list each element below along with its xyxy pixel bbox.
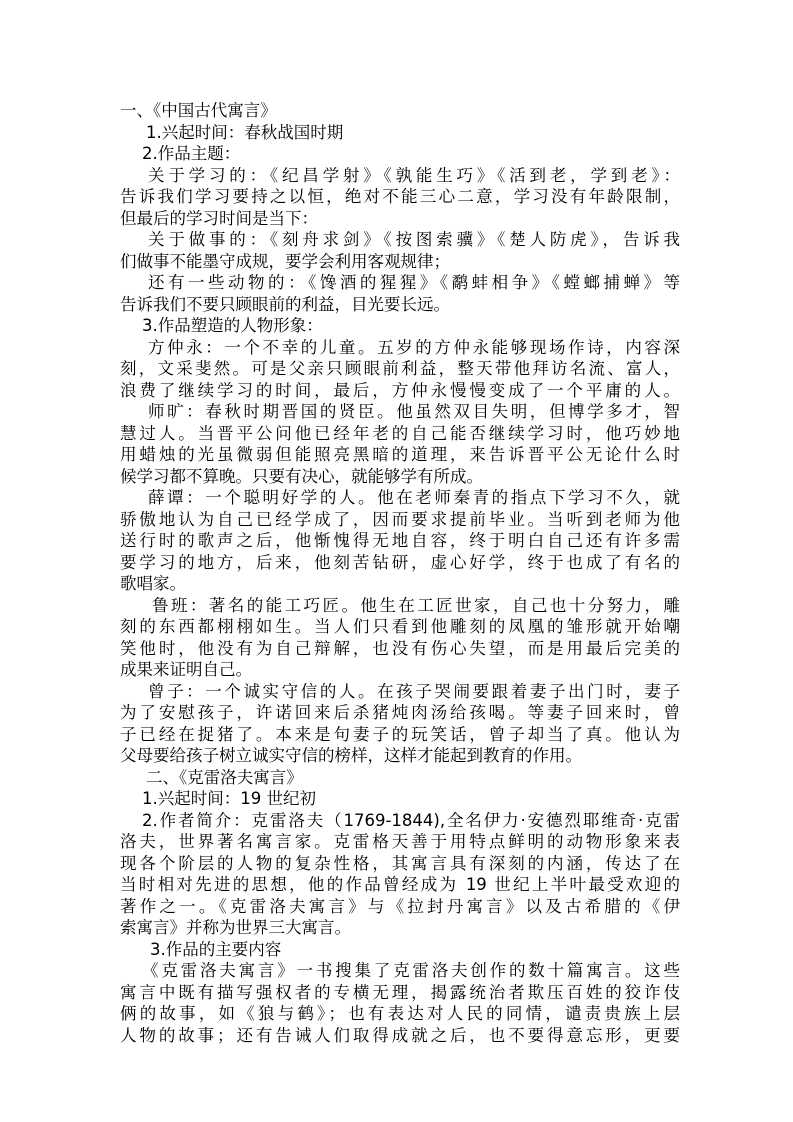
text-line: 成果来证明自己。 [120, 660, 252, 679]
text-line: 1.兴起时间：春秋战国时期 [146, 122, 344, 142]
text-line: 薛谭：一个聪明好学的人。他在老师秦青的指点下学习不久，就 [148, 488, 680, 507]
text-line: 要学习的地方，后来，他刻苦钻研，虚心好学，终于也成了有名的 [120, 552, 680, 572]
text-line: 为了安慰孩子，许诺回来后杀猪炖肉汤给孩喝。等妻子回来时，曾 [120, 703, 680, 722]
text-line: 告诉我们不要只顾眼前的利益，目光要长远。 [120, 294, 450, 314]
text-line: 人物的故事；还有告诫人们取得成就之后，也不要得意忘形，更要 [120, 1025, 680, 1045]
text-line: 鲁班：著名的能工巧匠。他生在工匠世家，自己也十分努力，雕 [152, 595, 680, 615]
text-line: 送行时的歌声之后，他惭愧得无地自容，终于明白自己还有许多需 [120, 531, 680, 550]
text-line: 慧过人。当晋平公问他已经年老的自己能否继续学习时，他巧妙地 [120, 423, 680, 443]
text-line: 候学习都不算晚。只要有决心，就能够学有所成。 [120, 466, 483, 486]
text-line: 寓言中既有描写强权者的专横无理，揭露统治者欺压百姓的狡诈伎 [120, 982, 680, 1002]
text-line: 子已经在捉猪了。本来是句妻子的玩笑话，曾子却当了真。他认为 [120, 724, 680, 744]
text-line: 笑他时，他没有为自己辩解，也没有伤心失望，而是用最后完美的 [120, 638, 680, 658]
text-line: 师旷：春秋时期晋国的贤臣。他虽然双目失明，但博学多才，智 [148, 402, 680, 421]
text-line: 二、《克雷洛夫寓言》 [146, 767, 303, 787]
text-line: 曾子：一个诚实守信的人。在孩子哭闹要跟着妻子出门时，妻子 [148, 681, 680, 701]
text-line: 们做事不能墨守成规，要学会利用客观规律； [120, 251, 450, 271]
text-line: 著作之一。《克雷洛夫寓言》与《拉封丹寓言》以及古希腊的《伊 [120, 896, 680, 916]
text-line: 当时相对先进的思想，他的作品曾经成为 19 世纪上半叶最受欢迎的 [120, 875, 680, 894]
text-line: 还有一些动物的：《馋酒的猩猩》《鹬蚌相争》《螳螂捕蝉》等 [148, 273, 680, 292]
text-line: 告诉我们学习要持之以恒，绝对不能三心二意，学习没有年龄限制， [120, 187, 680, 206]
text-line: 方仲永：一个不幸的儿童。五岁的方仲永能够现场作诗，内容深 [148, 337, 680, 357]
text-line: 洛夫，世界著名寓言家。克雷格天善于用特点鲜明的动物形象来表 [120, 832, 680, 851]
text-line: 2.作品主题： [142, 144, 241, 163]
text-line: 3.作品的主要内容 [150, 939, 282, 959]
text-line: 1.兴起时间：19 世纪初 [142, 789, 316, 808]
text-line: 用蜡烛的光虽微弱但能照亮黑暗的道理，来告诉晋平公无论什么时 [120, 445, 680, 464]
text-line: 刻的东西都栩栩如生。当人们只看到他雕刻的凤凰的雏形就开始嘲 [120, 617, 680, 636]
text-line: 歌唱家。 [120, 574, 186, 593]
text-line: 刻，文采斐然。可是父亲只顾眼前利益，整天带他拜访名流、富人， [120, 359, 680, 378]
text-line: 关于学习的：《纪昌学射》《孰能生巧》《活到老，学到老》： [148, 165, 680, 185]
text-line: 2.作者简介：克雷洛夫（1769-1844),全名伊力·安德烈耶维奇·克雷 [142, 810, 680, 830]
text-line: 索寓言》并称为世界三大寓言。 [120, 918, 351, 937]
document-page [120, 100, 680, 1046]
text-line: 3.作品塑造的人物形象： [142, 316, 323, 335]
text-line: 骄傲地认为自己已经学成了，因而要求提前毕业。当听到老师为他 [120, 509, 680, 529]
text-line: 浪费了继续学习的时间，最后，方仲永慢慢变成了一个平庸的人。 [120, 380, 680, 400]
text-line: 关于做事的：《刻舟求剑》《按图索骥》《楚人防虎》，告诉我 [148, 230, 680, 249]
text-line: 但最后的学习时间是当下： [120, 208, 318, 228]
text-line: 现各个阶层的人物的复杂性格，其寓言具有深刻的内涵，传达了在 [120, 853, 680, 873]
text-line: 《克雷洛夫寓言》一书搜集了克雷洛夫创作的数十篇寓言。这些 [142, 961, 680, 980]
text-line: 俩的故事，如《狼与鹤》；也有表达对人民的同情，谴责贵族上层 [120, 1004, 680, 1023]
text-line: 一、《中国古代寓言》 [120, 101, 277, 120]
text-line: 父母要给孩子树立诚实守信的榜样，这样才能起到教育的作用。 [120, 746, 582, 765]
